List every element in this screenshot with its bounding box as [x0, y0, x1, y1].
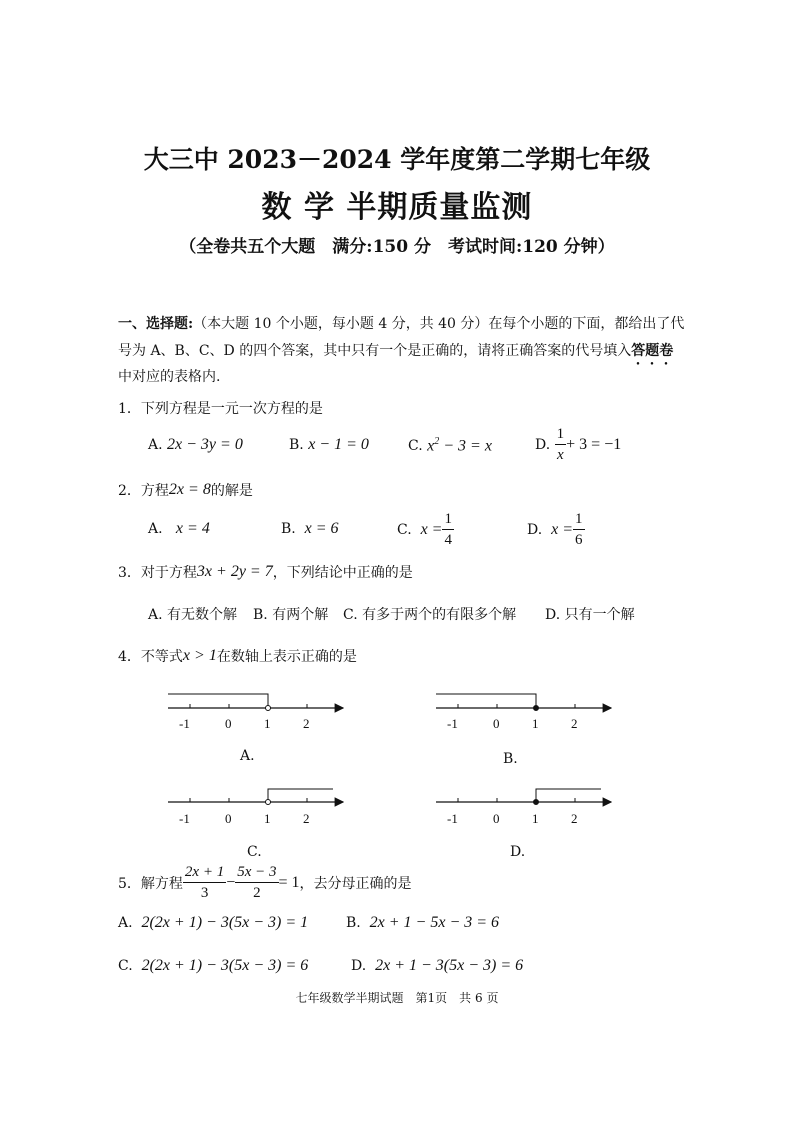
q2-c-fraction: $\frac{1}{4}$ — [444, 511, 452, 548]
exam-title-subject: 数 学 半期质量监测 — [261, 190, 533, 225]
q3-option-a: A. 有无数个解 — [148, 607, 238, 623]
q2-d-fraction: $\frac{1}{6}$ — [575, 511, 583, 548]
page-footer: 七年级数学半期试题 第1页 共 6 页 — [295, 991, 499, 1005]
tick-c-2: 2 — [303, 811, 310, 826]
section-intro-text2: 号为 A、B、C、D 的四个答案，其中只有一个是正确的，请将正确答案的代号填入 — [118, 343, 632, 359]
q4-label-a: A. — [240, 748, 255, 764]
tick-d-0: 0 — [493, 811, 500, 826]
tick-a-neg1: -1 — [179, 716, 190, 731]
q1-b-label: B. — [289, 437, 304, 453]
q5-stem: 5．解方程 $\frac{2x + 1}{3}$ − $\frac{5x - 3}{2}$ = 1 ，去分母正确的是 — [118, 864, 412, 901]
tick-d-2: 2 — [571, 811, 578, 826]
q5-option-c: C. 2(2x + 1) − 3(5x − 3) = 6 — [118, 957, 309, 974]
tick-d-1: 1 — [532, 811, 539, 826]
tick-b-2: 2 — [571, 716, 578, 731]
q3-stem: 3．对于方程 3x + 2y = 7 ，下列结论中正确的是 — [118, 563, 413, 581]
q4-label-c: C. — [247, 844, 262, 860]
exam-info: （全卷共五个大题 满分:150 分 考试时间:120 分钟） — [179, 237, 615, 257]
tick-a-1: 1 — [264, 716, 271, 731]
tick-c-1: 1 — [264, 811, 271, 826]
q1-d-label: D. — [535, 436, 551, 453]
tick-b-0: 0 — [493, 716, 500, 731]
exam-title-school: 大三中 2023－2024 学年度第二学期七年级 — [143, 145, 651, 174]
q2-option-d: D. x = $\frac{1}{6}$ — [527, 511, 583, 548]
q2-stem: 2．方程 2x = 8 的解是 — [118, 481, 253, 499]
section-heading: 一、选择题: — [118, 316, 194, 332]
tick-c-0: 0 — [225, 811, 232, 826]
q5-fraction-2: $\frac{5x - 3}{2}$ — [237, 864, 277, 901]
q4-label-b: B. — [503, 751, 518, 767]
q4-stem: 4．不等式 x > 1 在数轴上表示正确的是 — [118, 647, 357, 665]
number-line-c — [168, 789, 343, 826]
q1-c-math: $x^2 - 3 = x$ — [427, 436, 492, 455]
number-line-d — [436, 789, 611, 826]
q1-d-rest: + 3 = −1 — [566, 435, 622, 453]
q1-b-math: x − 1 = 0 — [308, 436, 369, 453]
answer-sheet-emphasis: 答题卷 — [631, 343, 674, 359]
q3-option-c: C. 有多于两个的有限多个解 — [343, 607, 517, 623]
q5-fraction-1: $\frac{2x + 1}{3}$ — [184, 864, 225, 901]
q5-option-a: A. 2(2x + 1) − 3(5x − 3) = 1 — [118, 914, 309, 931]
q1-stem: 1．下列方程是一元一次方程的是 — [118, 401, 323, 417]
q2-option-b: B. x = 6 — [281, 520, 339, 537]
q3-option-b: B. 有两个解 — [253, 607, 329, 623]
tick-b-neg1: -1 — [447, 716, 458, 731]
tick-d-neg1: -1 — [447, 811, 458, 826]
q1-c-label: C. — [408, 437, 423, 454]
q4-label-d: D. — [510, 844, 526, 860]
tick-a-2: 2 — [303, 716, 310, 731]
number-line-b — [436, 694, 611, 731]
tick-a-0: 0 — [225, 716, 232, 731]
q3-option-d: D. 只有一个解 — [545, 607, 635, 623]
q5-option-b: B. 2x + 1 − 5x − 3 = 6 — [346, 914, 500, 931]
q1-a-label: A. — [148, 437, 163, 453]
q2-option-a: A. x = 4 — [148, 520, 210, 537]
q2-option-c: C. x = $\frac{1}{4}$ — [397, 511, 452, 548]
section-intro-text1: （本大题 10 个小题，每小题 4 分，共 40 分）在每个小题的下面，都给出了代 — [193, 316, 685, 332]
number-line-a — [168, 694, 343, 731]
tick-b-1: 1 — [532, 716, 539, 731]
section-intro-line3: 中对应的表格内. — [118, 369, 221, 385]
q1-d-fraction: $\frac{1}{x}$ — [556, 426, 565, 463]
q1-a-math: 2x − 3y = 0 — [167, 436, 243, 453]
q5-option-d: D. 2x + 1 − 3(5x − 3) = 6 — [351, 957, 524, 974]
tick-c-neg1: -1 — [179, 811, 190, 826]
